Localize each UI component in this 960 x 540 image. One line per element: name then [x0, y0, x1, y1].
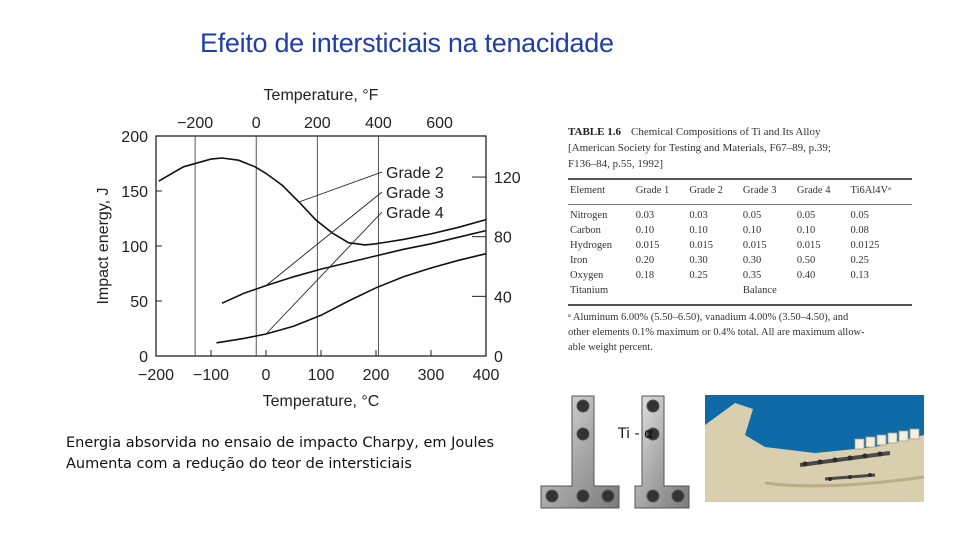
- table-header-row: [568, 183, 912, 198]
- x-tick-label: 100: [307, 367, 335, 384]
- footnote-line: able weight percent.: [568, 342, 653, 353]
- table-cell: 0.25: [850, 255, 869, 266]
- table-cell: Titanium: [570, 285, 609, 296]
- table-source-2: F136–84, p.55, 1992]: [568, 158, 664, 170]
- x2-tick-label: 600: [426, 115, 453, 132]
- y-tick-label: 0: [139, 349, 148, 366]
- table-row: [568, 283, 912, 298]
- y2-tick-label: 120: [494, 170, 521, 188]
- table-cell: Hydrogen: [570, 240, 612, 251]
- x-tick-label: −200: [137, 367, 175, 384]
- column-header: Grade 2: [689, 185, 723, 196]
- table-cell: 0.05: [742, 210, 762, 221]
- table-cell: 0.015: [689, 240, 713, 251]
- table-source-1: [American Society for Testing and Materials, F67–89, p.39;: [568, 142, 831, 154]
- table-cell: 0.30: [742, 255, 762, 266]
- table-cell: 0.10: [742, 225, 762, 236]
- implant-label: Ti - α: [618, 426, 654, 442]
- table-cell: 0.0125: [850, 240, 880, 251]
- legend-label: Grade 3: [386, 185, 444, 202]
- titanium-bone-plates-image: [532, 388, 702, 514]
- table-cell: 0.03: [689, 210, 708, 221]
- x2-tick-label: 0: [251, 115, 261, 132]
- table-row: [568, 253, 912, 268]
- x-tick-label: −100: [192, 367, 230, 384]
- table-rule: [568, 304, 912, 306]
- table-cell: 0.015: [635, 240, 660, 251]
- y-tick-label: 200: [121, 129, 148, 146]
- table-cell: 0.40: [796, 270, 816, 281]
- table-cell: 0.08: [850, 225, 869, 236]
- y-tick-label: 100: [121, 239, 148, 256]
- x-axis-label: Temperature, °C: [262, 393, 380, 410]
- x-tick-label: 400: [472, 367, 500, 384]
- y-axis-label: Impact energy, J: [95, 187, 112, 305]
- table-rule: [568, 204, 912, 205]
- footnote-line: other elements 0.1% maximum or 0.4% total. All are maximum allow-: [568, 327, 865, 338]
- composition-table: [568, 124, 912, 355]
- footnote-line: ᵃ Aluminum 6.00% (5.50–6.50), vanadium 4.00% (3.50–4.50), and: [568, 312, 849, 323]
- table-caption: [568, 124, 912, 172]
- table-cell: 0.35: [742, 270, 762, 281]
- table-footnote: [568, 310, 912, 355]
- table-cell: Balance: [742, 285, 777, 296]
- bone-plate-right: [635, 396, 689, 508]
- table-row: [568, 268, 912, 283]
- table-cell: 0.03: [635, 210, 655, 221]
- impact-energy-chart: [90, 78, 530, 413]
- table-cell: 0.05: [850, 210, 869, 221]
- column-header: Element: [570, 185, 605, 196]
- table-cell: Nitrogen: [570, 210, 608, 221]
- table-cell: Oxygen: [570, 270, 604, 281]
- table-cell: 0.015: [796, 240, 821, 251]
- x-tick-label: 200: [362, 367, 390, 384]
- table-cell: Carbon: [570, 225, 601, 236]
- caption: [66, 433, 494, 475]
- table-cell: 0.015: [742, 240, 767, 251]
- table-cell: 0.10: [689, 225, 708, 236]
- table-cell: Iron: [570, 255, 588, 266]
- table-row: [568, 238, 912, 253]
- table-rule: [568, 178, 912, 180]
- table-cell: 0.10: [635, 225, 655, 236]
- y2-tick-label: 80: [494, 229, 512, 247]
- table-cell: 0.10: [796, 225, 816, 236]
- y-tick-label: 50: [130, 294, 148, 311]
- column-header: Grade 4: [796, 185, 831, 196]
- slide-title: Efeito de intersticiais na tenacidade: [200, 28, 614, 58]
- legend-leader: [266, 192, 382, 286]
- jaw-implant-photo: [705, 395, 924, 502]
- composition-grid: [568, 183, 912, 298]
- table-cell: 0.18: [635, 270, 655, 281]
- table-cell: 0.20: [635, 255, 655, 266]
- column-header: Grade 1: [635, 185, 670, 196]
- table-cell: 0.50: [796, 255, 816, 266]
- table-row: [568, 208, 912, 223]
- table-cell: 0.25: [689, 270, 708, 281]
- table-row: [568, 223, 912, 238]
- legend-leader: [266, 212, 382, 334]
- caption-line-2: Aumenta com a redução do teor de intersticiais: [66, 456, 412, 472]
- x2-tick-label: 400: [365, 115, 392, 132]
- x2-tick-label: 200: [303, 115, 331, 132]
- y2-tick-label: 0: [494, 349, 503, 366]
- table-title: Chemical Compositions of Ti and Its Alloy: [630, 126, 821, 138]
- column-header: Grade 3: [742, 185, 777, 196]
- table-cell: 0.13: [850, 270, 869, 281]
- legend-label: Grade 2: [386, 165, 444, 182]
- x-tick-label: 0: [261, 367, 271, 384]
- jaw-bone-illustration: [705, 395, 924, 502]
- table-number: TABLE 1.6: [568, 126, 621, 138]
- series-line-4: [217, 254, 487, 343]
- x2-tick-label: −200: [177, 115, 214, 132]
- legend-label: Grade 4: [386, 205, 444, 222]
- x2-axis-label: Temperature, °F: [263, 87, 379, 104]
- column-header: Ti6Al4Vᵃ: [850, 185, 891, 196]
- y-tick-label: 150: [121, 184, 148, 201]
- table-cell: 0.05: [796, 210, 816, 221]
- y2-tick-label: 40: [494, 289, 512, 307]
- legend-leader: [299, 172, 382, 202]
- table-cell: 0.30: [689, 255, 708, 266]
- bone-plate-left: [541, 396, 619, 508]
- x-tick-label: 300: [417, 367, 445, 384]
- caption-line-1: Energia absorvida no ensaio de impacto Charpy, em Joules: [66, 435, 494, 451]
